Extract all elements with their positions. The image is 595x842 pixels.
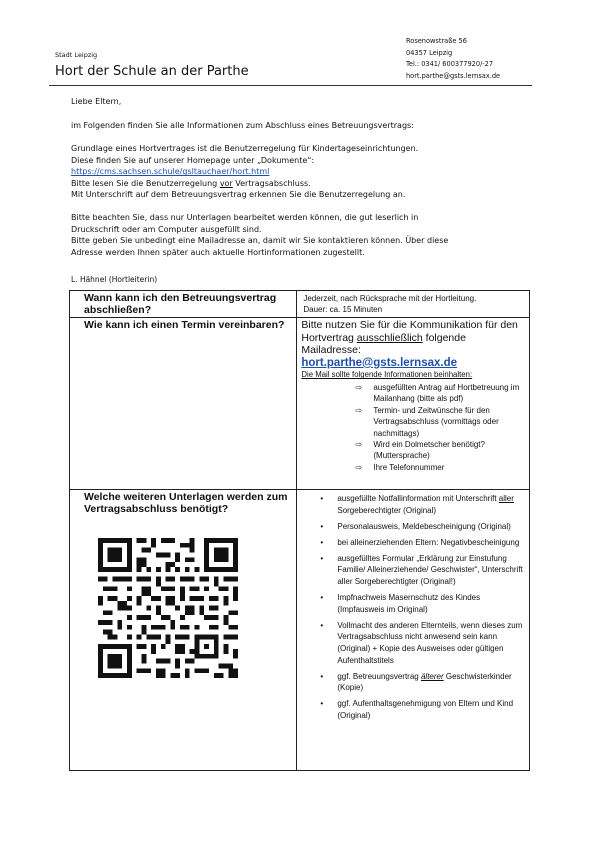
list-item: • ausgefülltes Formular „Erklärung zur Einstufung Familie/ Alleinerziehende/ Geschwister“, Unterschrift aller Sorgeberechtigter (Original!) [320, 553, 523, 587]
answer-3 [297, 490, 530, 771]
contact-mail-link[interactable]: hort.parthe@gsts.lernsax.de [301, 356, 458, 369]
list-item: • Vollmacht des anderen Elternteils, wenn dieses zum Vertragsabschluss nicht anwesend sein kann (Original) + Kopie des Ausweises oder gültigen Aufenthaltstitels [320, 620, 523, 665]
arrow-icon: ⇨ [355, 462, 363, 472]
arrow-icon: ⇨ [355, 405, 363, 415]
letter-paragraph-3: Bitte beachten Sie, dass nur Unterlagen bearbeitet werden können, die gut leserlich in Druckschrift oder am Computer ausgefüllt sind. Bitte geben Sie unbedingt eine Mailadresse an, damit wir Sie kontaktieren können. Über diese Adresse werden Ihnen später auch aktuelle Hortinformationen zugestellt. [71, 213, 449, 257]
arrow-icon: ⇨ [355, 440, 363, 449]
homepage-link[interactable]: https://cms.sachsen.schule/gsltauchaer/hort.html [71, 167, 270, 177]
faq-row-2 [70, 318, 530, 490]
school-name: Hort der Schule an der Parthe [55, 64, 249, 79]
list-item: • Personalausweis, Meldebescheinigung (Original) [320, 521, 511, 531]
question-1: Wann kann ich den Betreuungsvertrag abschließen? [70, 291, 297, 318]
list-item: • bei alleinerziehenden Eltern: Negativbescheinigung [320, 537, 520, 547]
documents-list [297, 493, 525, 722]
list-item: ⇨ Ihre Telefonnummer [355, 462, 445, 472]
question-3: Welche weiteren Unterlagen werden zum Vertragsabschluss benötigt? [70, 490, 297, 771]
letter-intro: im Folgenden finden Sie alle Informationen zum Abschluss eines Betreuungsvertrags: [71, 121, 414, 130]
address-city: 04357 Leipzig [406, 48, 453, 57]
list-item: ⇨ Termin- und Zeitwünsche für den Vertragsabschluss (vormittags oder nachmittags) [355, 405, 499, 438]
city-name: Stadt Leipzig [55, 51, 98, 59]
list-item: ⇨ ausgefüllten Antrag auf Hortbetreuung im Mailanhang (bitte als pdf) [355, 382, 520, 404]
arrow-icon: ⇨ [355, 382, 363, 392]
qr-code [98, 538, 238, 678]
letter-paragraph-2: Grundlage eines Hortvertrages ist die Benutzerregelung für Kindertageseinrichtungen. Diese finden Sie auf unserer Homepage unter „Dokumente“: https://cms.sachsen.schule/gsltauchaer/hort.html Bitte lesen Sie die Benutzerregelung vor Vertragsabschluss. Mit Unterschrift auf dem Betreuungsvertrag erkennen Sie die Benutzerregelung an. [71, 144, 419, 200]
list-item: • Impfnachweis Masernschutz des Kindes (Impfausweis im Original) [320, 593, 481, 614]
signature: L. Hähnel (Hortleiterin) [71, 275, 158, 284]
address-block [406, 36, 500, 82]
header-divider [49, 85, 532, 86]
letter-greeting: Liebe Eltern, [71, 97, 122, 106]
faq-table [69, 290, 530, 771]
list-item: • ggf. Betreuungsvertrag älterer Geschwisterkinder (Kopie) [320, 671, 512, 693]
address-street: Rosenowstraße 56 [406, 37, 467, 45]
answer-2: Bitte nutzen Sie für die Kommunikation für den Hortvertrag ausschließlich folgende Mailadresse: hort.parthe@gsts.lernsax.de Die Mail sollte folgende Informationen beinhalten: ⇨ ausgefüllten Antrag auf Hortbetreuung im Mailanhang (bitte als pdf) ⇨ Termin- und Zeitwünsche für den Vertragsabschluss (vormittags oder nachmittags) ⇨ Wird ein Dolmetscher benötigt? (Muttersprache) ⇨ Ihre Telefonnummer [297, 318, 530, 490]
question-2: Wie kann ich einen Termin vereinbaren? [70, 318, 297, 490]
list-item: ⇨ Wird ein Dolmetscher benötigt? (Muttersprache) [355, 440, 485, 461]
faq-row-1 [70, 291, 530, 318]
list-item: • ausgefüllte Notfallinformation mit Unterschrift aller Sorgeberechtigter (Original) [320, 494, 514, 515]
mail-hint: Die Mail sollte folgende Informationen beinhalten: [301, 370, 473, 380]
mail-contents-list [301, 382, 525, 473]
list-item: • ggf. Aufenthaltsgenehmigung von Eltern und Kind (Original) [320, 699, 514, 720]
answer-1: Jederzeit, nach Rücksprache mit der Hortleitung. Dauer: ca. 15 Minuten [297, 291, 530, 318]
address-phone: Tel.: 0341/ 600377920/-27 [406, 60, 494, 68]
address-email: hort.parthe@gsts.lernsax.de [406, 71, 501, 80]
